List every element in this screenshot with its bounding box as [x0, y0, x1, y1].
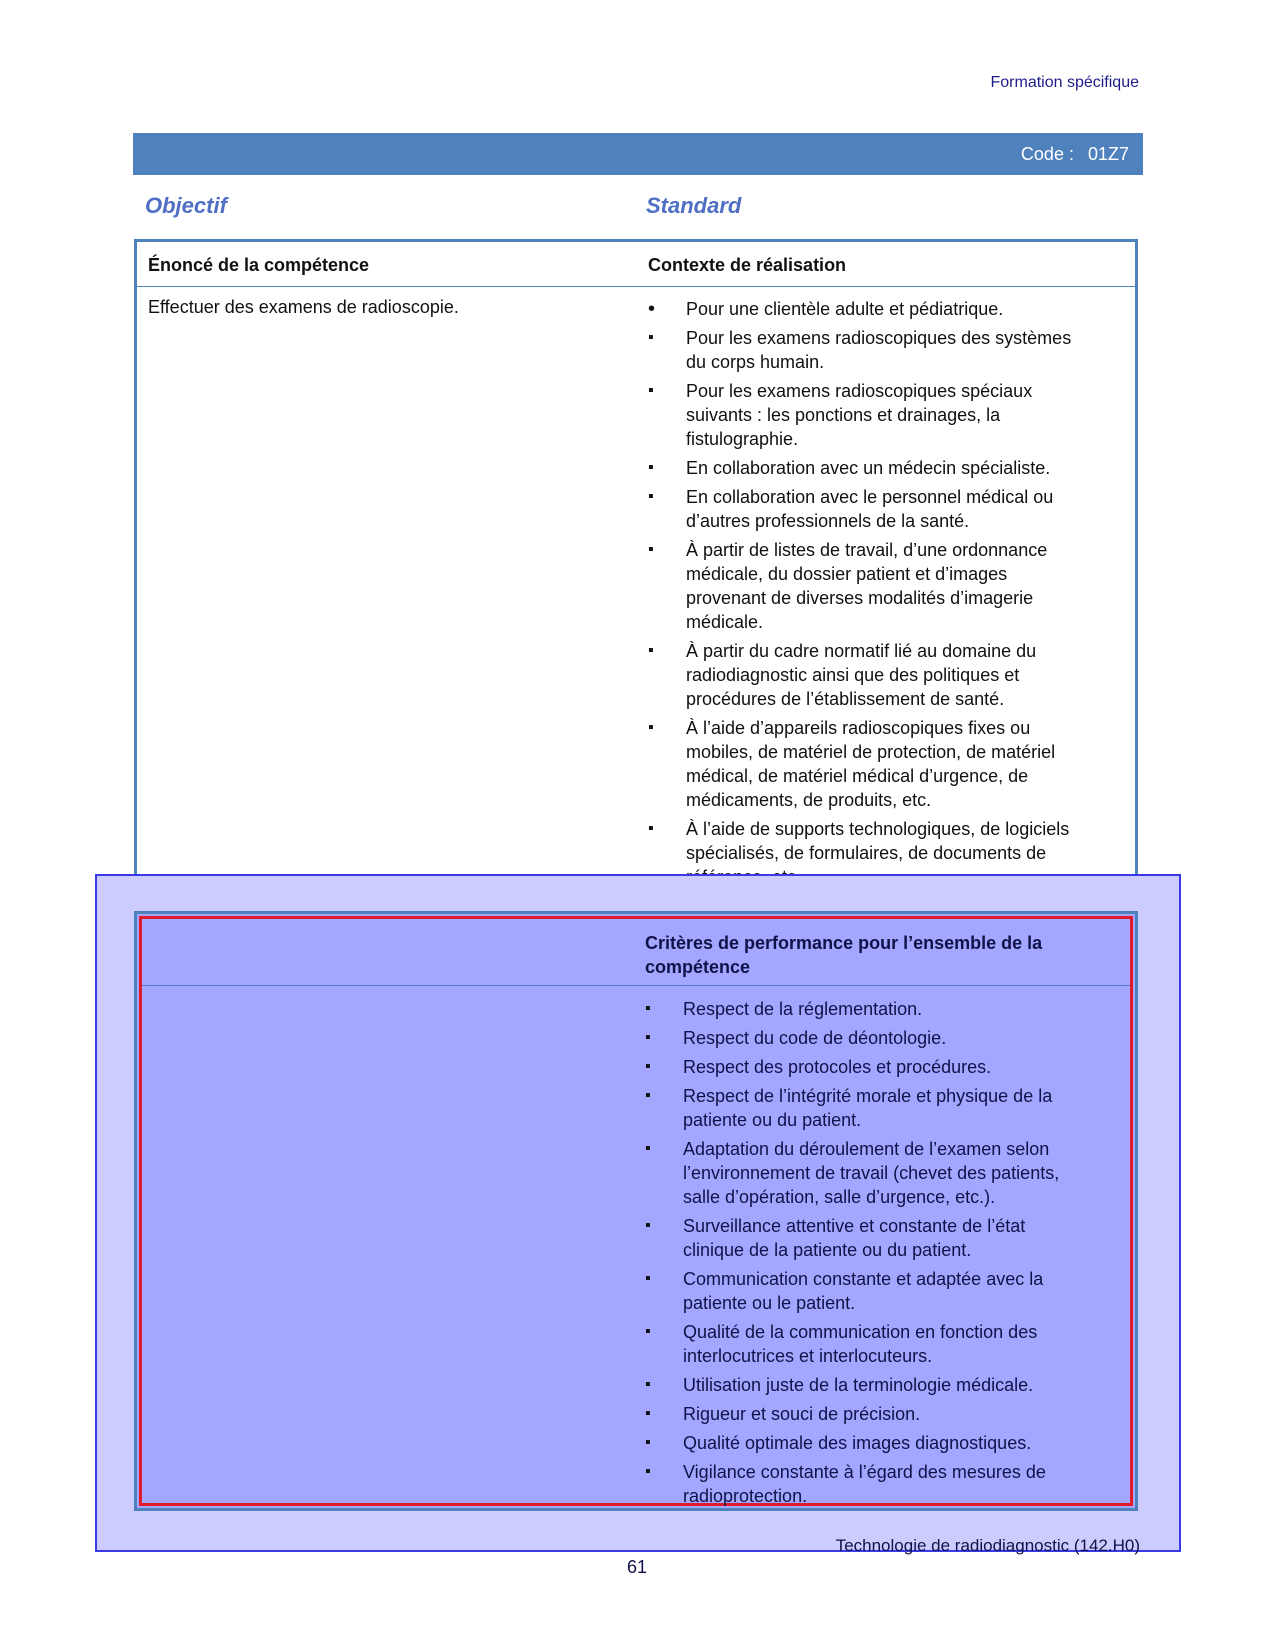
- code-label-text: Code :: [1020, 144, 1074, 164]
- document-header: Formation spécifique: [990, 74, 1139, 91]
- critere-item: ▪ Respect des protocoles et procédures.: [645, 1055, 1083, 1079]
- competence-table: [134, 239, 1138, 894]
- contexte-item: ▪ Pour les examens radioscopiques des systèmes du corps humain.: [648, 326, 1086, 374]
- critere-item: ▪ Communication constante et adaptée avec la patiente ou le patient.: [645, 1267, 1083, 1315]
- tab-objectif: Objectif: [145, 193, 227, 218]
- critere-item: ▪ Rigueur et souci de précision.: [645, 1402, 1083, 1426]
- contexte-item: ▪ Pour les examens radioscopiques spéciaux suivants : les ponctions et drainages, la fistulographie.: [648, 379, 1086, 451]
- critere-item: ▪ Vigilance constante à l’égard des mesures de radioprotection.: [645, 1460, 1083, 1508]
- critere-item: ▪ Respect de l’intégrité morale et physique de la patiente ou du patient.: [645, 1084, 1083, 1132]
- tab-standard: Standard: [646, 193, 742, 218]
- criteres-highlight: [139, 916, 1133, 1506]
- contexte-item: ▪ En collaboration avec le personnel médical ou d’autres professionnels de la santé.: [648, 485, 1086, 533]
- contexte-item: ▪ En collaboration avec un médecin spécialiste.: [648, 456, 1086, 480]
- critere-item: ▪ Qualité optimale des images diagnostiques.: [645, 1431, 1083, 1455]
- contexte-item: ▪ À l’aide d’appareils radioscopiques fixes ou mobiles, de matériel de protection, de matériel médical, de matériel médical d’urgence, de médicaments, de produits, etc.: [648, 716, 1086, 812]
- contexte-heading: Contexte de réalisation: [648, 255, 847, 275]
- page-number: 61: [627, 1557, 648, 1577]
- competence-table-header: [137, 242, 1135, 287]
- code-label: [1021, 144, 1129, 165]
- criteres-table-header: [142, 919, 1130, 986]
- criteres-list: [645, 997, 1083, 1513]
- contexte-item: ▪ À l’aide de supports technologiques, de logiciels spécialisés, de formulaires, de documents de: [648, 817, 1086, 889]
- code-value: 01Z7: [1087, 144, 1129, 164]
- contexte-item: ▪ À partir du cadre normatif lié au domaine du radiodiagnostic ainsi que des politiques et procédures de l’établissement de santé.: [648, 639, 1086, 711]
- footer-program: Technologie de radiodiagnostic (142.H0): [835, 1536, 1140, 1555]
- critere-item: ▪ Respect du code de déontologie.: [645, 1026, 1083, 1050]
- contexte-item: • Pour une clientèle adulte et pédiatrique.: [648, 297, 1086, 321]
- contexte-item: ▪ À partir de listes de travail, d’une ordonnance médicale, du dossier patient et d’images provenant de diverses modalités d’imagerie médicale.: [648, 538, 1086, 634]
- code-bar: [133, 133, 1143, 175]
- critere-item: ▪ Utilisation juste de la terminologie médicale.: [645, 1373, 1083, 1397]
- critere-item: ▪ Respect de la réglementation.: [645, 997, 1083, 1021]
- criteres-table: [134, 911, 1138, 1511]
- criteres-heading: Critères de performance pour l’ensemble de la compétence: [645, 933, 1043, 977]
- critere-item: ▪ Surveillance attentive et constante de l’état clinique de la patiente ou du patient.: [645, 1214, 1083, 1262]
- critere-item: ▪ Adaptation du déroulement de l’examen selon l’environnement de travail (chevet des patients, salle d’opération, salle d’urgence, etc.).: [645, 1137, 1083, 1209]
- critere-item: ▪ Qualité de la communication en fonction des interlocutrices et interlocuteurs.: [645, 1320, 1083, 1368]
- contexte-list: [648, 297, 1086, 894]
- competence-statement: Effectuer des examens de radioscopie.: [148, 297, 459, 317]
- enonce-heading: Énoncé de la compétence: [148, 255, 370, 275]
